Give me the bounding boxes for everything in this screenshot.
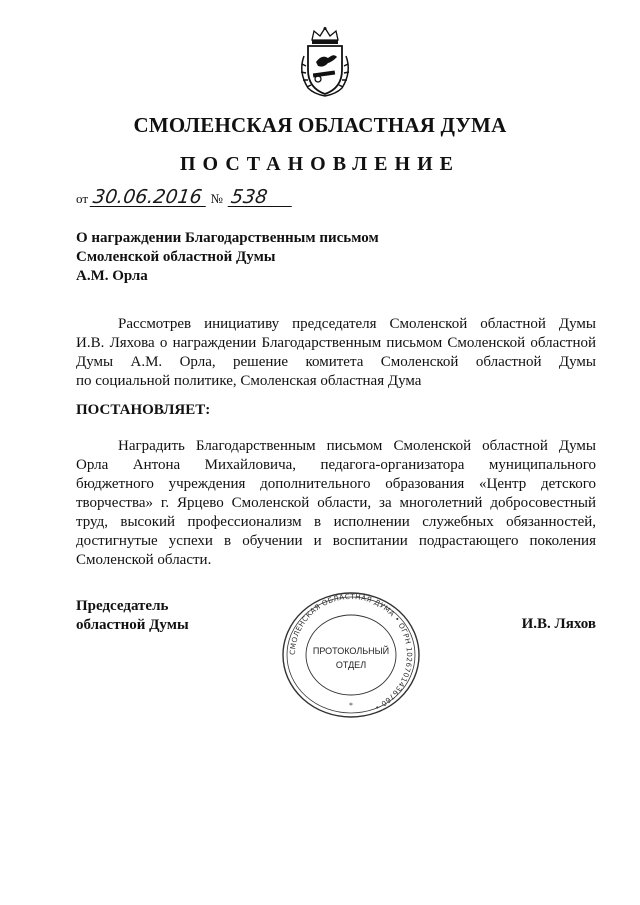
decision-line: творчества» г. Ярцево Смоленской области, за многолетний добросовестный (76, 495, 596, 511)
preamble-line: Рассмотрев инициативу председателя Смоленской областной Думы (118, 316, 596, 332)
document-type: ПОСТАНОВЛЕНИЕ (180, 153, 460, 175)
signer-title-line: областной Думы (76, 617, 189, 633)
stamp-ring-text: СМОЛЕНСКАЯ ОБЛАСТНАЯ ДУМА • ОГРН 1026701436760 • (287, 591, 415, 713)
stamp-star-icon: * (349, 701, 353, 710)
date-number-line (76, 188, 293, 207)
preamble-line: И.В. Ляхова о награждении Благодарственным письмом Смоленской областной (76, 335, 596, 351)
subject-line: О награждении Благодарственным письмом (76, 230, 379, 246)
preamble-line: по социальной политике, Смоленская областная Дума (76, 373, 422, 389)
coat-of-arms-emblem (294, 26, 356, 98)
organization-title: СМОЛЕНСКАЯ ОБЛАСТНАЯ ДУМА (133, 113, 507, 137)
stamp-center-text: ПРОТОКОЛЬНЫЙ (312, 646, 390, 656)
decree-heading: ПОСТАНОВЛЯЕТ: (76, 402, 211, 418)
decision-paragraph (76, 437, 596, 570)
signer-name: И.В. Ляхов (521, 616, 596, 632)
document-subject (76, 229, 416, 286)
stamp-center-text: ОТДЕЛ (335, 660, 367, 670)
decision-line: Смоленской области. (76, 552, 212, 568)
signer-title (76, 597, 189, 635)
decision-line: достигнутые успехи в обучении и воспитании подрастающего поколения (76, 533, 596, 549)
subject-line: Смоленской областной Думы (76, 249, 276, 265)
subject-line: А.М. Орла (76, 268, 148, 284)
number-prefix: № (210, 191, 223, 206)
handwritten-date: 30.06.2016 (90, 188, 209, 207)
official-stamp (276, 590, 426, 720)
signer-title-line: Председатель (76, 598, 169, 614)
preamble-paragraph (76, 315, 596, 391)
decision-line: бюджетного учреждения дополнительного образования «Центр детского (76, 476, 596, 492)
preamble-line: Думы А.М. Орла, решение комитета Смоленской областной Думы (76, 354, 596, 370)
date-prefix: от (76, 191, 89, 206)
handwritten-number: 538 (228, 188, 295, 207)
decision-line: Орла Антона Михайловича, педагога-организатора муниципального (76, 457, 596, 473)
decision-line: Наградить Благодарственным письмом Смоленской областной Думы (118, 438, 596, 454)
decision-line: труд, высокий профессионализм в исполнении служебных обязанностей, (76, 514, 596, 530)
